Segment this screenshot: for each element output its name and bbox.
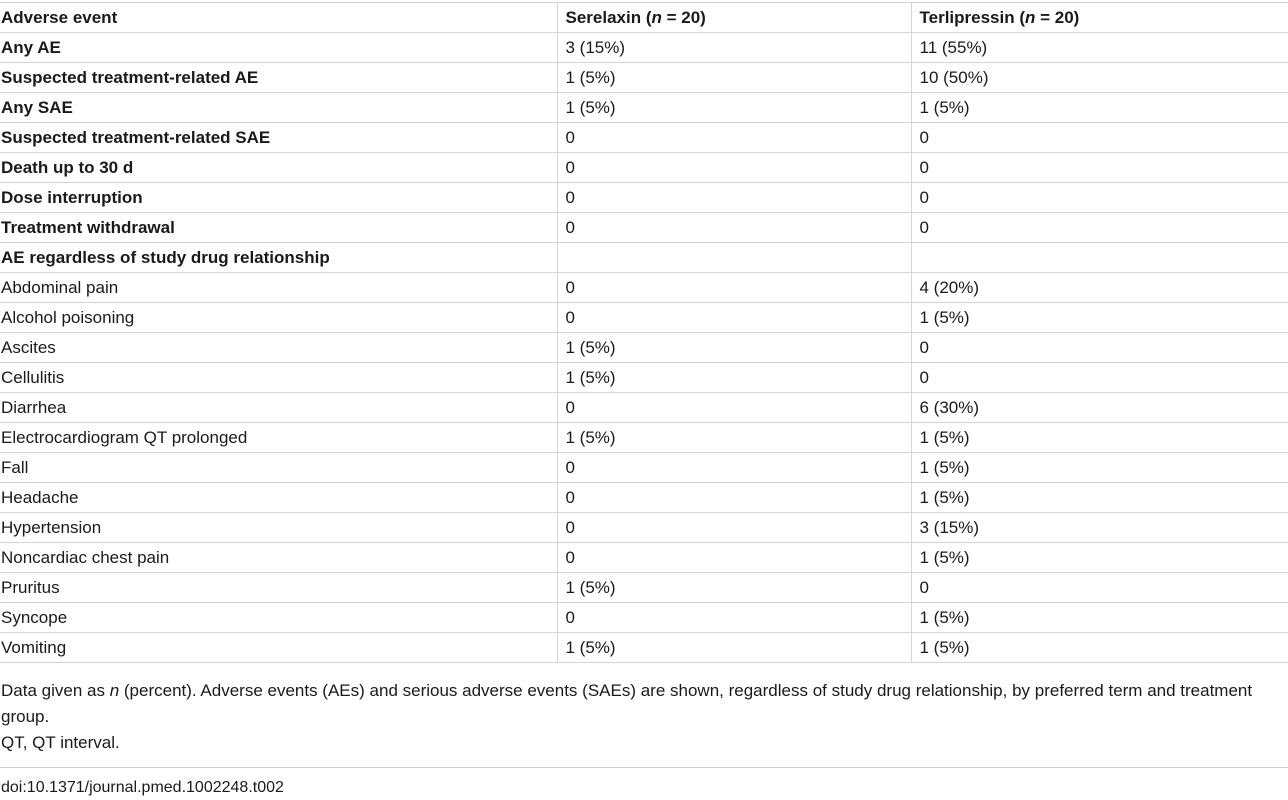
event-cell: Cellulitis: [0, 363, 557, 393]
serelaxin-cell: [557, 243, 911, 273]
table-footnotes: [1, 678, 1281, 756]
event-cell: Suspected treatment-related AE: [0, 63, 557, 93]
event-cell: Death up to 30 d: [0, 153, 557, 183]
terlipressin-cell: 0: [911, 153, 1288, 183]
event-cell: AE regardless of study drug relationship: [0, 243, 557, 273]
table-row: [0, 513, 1288, 543]
terlipressin-cell: [911, 243, 1288, 273]
serelaxin-cell: 0: [557, 153, 911, 183]
table-row: [0, 93, 1288, 123]
serelaxin-cell: 1 (5%): [557, 333, 911, 363]
footnote-data-description: [1, 678, 1281, 730]
header-terlipressin: [911, 3, 1288, 33]
table-row: [0, 123, 1288, 153]
footnote-n: n: [109, 681, 120, 700]
terlipressin-cell: 1 (5%): [911, 603, 1288, 633]
footnote-pre: Data given as: [1, 681, 110, 700]
serelaxin-cell: 0: [557, 273, 911, 303]
serelaxin-cell: 0: [557, 483, 911, 513]
table-row: [0, 483, 1288, 513]
event-cell: Fall: [0, 453, 557, 483]
serelaxin-cell: 3 (15%): [557, 33, 911, 63]
terlipressin-cell: 1 (5%): [911, 483, 1288, 513]
serelaxin-cell: 0: [557, 123, 911, 153]
header-adverse-event: Adverse event: [0, 3, 557, 33]
table-row: [0, 303, 1288, 333]
event-cell: Noncardiac chest pain: [0, 543, 557, 573]
terlipressin-cell: 6 (30%): [911, 393, 1288, 423]
header-terlipressin-n: n: [1025, 8, 1036, 27]
event-cell: Any SAE: [0, 93, 557, 123]
terlipressin-cell: 11 (55%): [911, 33, 1288, 63]
header-terlipressin-post: = 20): [1035, 8, 1080, 27]
table-row: [0, 423, 1288, 453]
table-row: [0, 333, 1288, 363]
serelaxin-cell: 1 (5%): [557, 423, 911, 453]
serelaxin-cell: 0: [557, 513, 911, 543]
footnote-post: (percent). Adverse events (AEs) and serious adverse events (SAEs) are shown, regardless of study drug relationship, by preferred term and treatment group.: [1, 681, 1253, 726]
event-cell: Syncope: [0, 603, 557, 633]
terlipressin-cell: 1 (5%): [911, 543, 1288, 573]
terlipressin-cell: 4 (20%): [911, 273, 1288, 303]
table-row: [0, 153, 1288, 183]
serelaxin-cell: 0: [557, 543, 911, 573]
footer-divider: [0, 767, 1288, 768]
event-cell: Diarrhea: [0, 393, 557, 423]
terlipressin-cell: 0: [911, 213, 1288, 243]
event-cell: Suspected treatment-related SAE: [0, 123, 557, 153]
event-cell: Alcohol poisoning: [0, 303, 557, 333]
serelaxin-cell: 0: [557, 453, 911, 483]
event-cell: Treatment withdrawal: [0, 213, 557, 243]
terlipressin-cell: 0: [911, 333, 1288, 363]
terlipressin-cell: 10 (50%): [911, 63, 1288, 93]
serelaxin-cell: 1 (5%): [557, 633, 911, 663]
terlipressin-cell: 1 (5%): [911, 633, 1288, 663]
table-row: [0, 603, 1288, 633]
header-terlipressin-pre: Terlipressin (: [919, 8, 1025, 27]
table-row: [0, 393, 1288, 423]
serelaxin-cell: 1 (5%): [557, 93, 911, 123]
event-cell: Pruritus: [0, 573, 557, 603]
event-cell: Hypertension: [0, 513, 557, 543]
terlipressin-cell: 1 (5%): [911, 423, 1288, 453]
table-row: [0, 33, 1288, 63]
event-cell: Ascites: [0, 333, 557, 363]
serelaxin-cell: 1 (5%): [557, 63, 911, 93]
serelaxin-cell: 0: [557, 183, 911, 213]
event-cell: Dose interruption: [0, 183, 557, 213]
event-cell: Headache: [0, 483, 557, 513]
event-cell: Vomiting: [0, 633, 557, 663]
terlipressin-cell: 0: [911, 183, 1288, 213]
serelaxin-cell: 1 (5%): [557, 363, 911, 393]
table-row: [0, 573, 1288, 603]
header-serelaxin-post: = 20): [661, 8, 706, 27]
terlipressin-cell: 1 (5%): [911, 93, 1288, 123]
terlipressin-cell: 3 (15%): [911, 513, 1288, 543]
doi-text: doi:10.1371/journal.pmed.1002248.t002: [1, 779, 284, 796]
event-cell: Abdominal pain: [0, 273, 557, 303]
table-row-section: [0, 243, 1288, 273]
table-row: [0, 633, 1288, 663]
table-header-row: [0, 3, 1288, 33]
event-cell: Electrocardiogram QT prolonged: [0, 423, 557, 453]
table-row: [0, 63, 1288, 93]
header-serelaxin-n: n: [651, 8, 662, 27]
table-row: [0, 543, 1288, 573]
serelaxin-cell: 0: [557, 393, 911, 423]
terlipressin-cell: 0: [911, 363, 1288, 393]
event-cell: Any AE: [0, 33, 557, 63]
table-row: [0, 453, 1288, 483]
table-row: [0, 363, 1288, 393]
serelaxin-cell: 0: [557, 303, 911, 333]
terlipressin-cell: 1 (5%): [911, 453, 1288, 483]
terlipressin-cell: 0: [911, 573, 1288, 603]
table-row: [0, 183, 1288, 213]
serelaxin-cell: 1 (5%): [557, 573, 911, 603]
footnote-abbreviation: QT, QT interval.: [1, 733, 120, 752]
header-serelaxin: [557, 3, 911, 33]
terlipressin-cell: 0: [911, 123, 1288, 153]
header-serelaxin-pre: Serelaxin (: [565, 8, 652, 27]
table-row: [0, 213, 1288, 243]
terlipressin-cell: 1 (5%): [911, 303, 1288, 333]
serelaxin-cell: 0: [557, 213, 911, 243]
serelaxin-cell: 0: [557, 603, 911, 633]
adverse-events-table: [0, 2, 1288, 663]
table-row: [0, 273, 1288, 303]
